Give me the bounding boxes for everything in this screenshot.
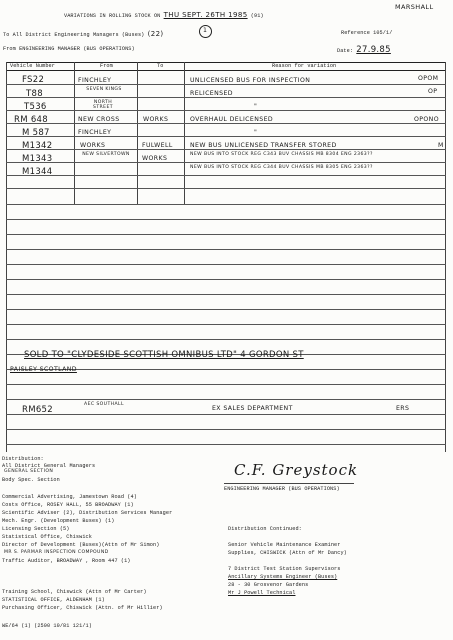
vehicle-number: T536 <box>24 102 47 112</box>
distribution-item: Senior Vehicle Maintenance Examiner <box>228 542 341 548</box>
distribution-continued-title: Distribution Continued: <box>228 526 302 532</box>
reason-cell: NEW BUS INTO STOCK REG C343 BUV CHASSIS MB 8304 ENG 2363?? <box>190 152 373 157</box>
distribution-item: Mr J Powell Technical <box>228 590 296 596</box>
distribution-title: Distribution: <box>2 456 44 462</box>
distribution-item: All District General Managers <box>2 463 96 469</box>
col-to: To <box>157 63 164 69</box>
to-number: (22) <box>147 30 164 38</box>
distribution-item: Licensing Section (5) <box>2 526 70 532</box>
distribution-item: Commercial Advertising, Jamestown Road (4) <box>2 494 137 500</box>
distribution-item: Supplies, CHISWICK (Attn of Mr Dancy) <box>228 550 347 556</box>
form-footer-code: WE/64 (1) (2500 10/81 121/1) <box>2 623 92 629</box>
distribution-item: Statistical Office, Chiswick <box>2 534 92 540</box>
distribution-item: Director of Development (Buses)(Attn of Mr Simon) <box>2 542 160 548</box>
to-cell: WORKS <box>142 155 168 162</box>
sold-line-2: PAISLEY SCOTLAND <box>10 366 77 373</box>
from-cell: SEVEN KINGS <box>86 87 122 92</box>
vehicle-number: M1342 <box>22 141 53 151</box>
side-note: OPOM <box>418 75 439 82</box>
distribution-item: 7 District Test Station Supervisors <box>228 566 341 572</box>
date-field: Date: 27.9.85 <box>337 45 391 55</box>
col-vehicle-number: Vehicle Number <box>10 63 55 69</box>
side-note: OPONO <box>414 116 439 123</box>
to-cell: WORKS <box>143 116 169 123</box>
reason-cell: " <box>254 129 258 136</box>
reference: Reference 105/1/ <box>341 30 393 36</box>
form-title: VARIATIONS IN ROLLING STOCK ON THU SEPT. 26TH 1985 (91) <box>64 11 264 19</box>
side-note: M <box>438 142 444 149</box>
distribution-item: Costs Office, ROSEY HALL, 55 BROADWAY (1) <box>2 502 134 508</box>
distribution-item: 28 - 30 Grosvenor Gardens <box>228 582 309 588</box>
from-cell: FINCHLEY <box>78 77 112 84</box>
to-line: To All District Engineering Managers (Buses) (22) <box>3 30 164 38</box>
distribution-item: Traffic Auditor, BROADWAY , Room 447 (1) <box>2 558 131 564</box>
to-cell: FULWELL <box>142 142 173 149</box>
distribution-item: Body Spec. Section <box>2 477 60 483</box>
distribution-item: Mech. Engr. (Development Buses) (1) <box>2 518 115 524</box>
side-note: ERS <box>396 405 410 412</box>
reason-cell: NEW BUS UNLICENSED TRANSFER STORED <box>190 142 337 149</box>
from-cell: AEC SOUTHALL <box>84 402 124 407</box>
reason-cell: " <box>254 103 258 110</box>
vehicle-number: M 587 <box>22 128 50 138</box>
reason-cell: RELICENSED <box>190 90 233 97</box>
from-cell: NEW SILVERTOWN <box>82 152 130 157</box>
distribution-item: GENERAL SECTION <box>4 469 54 474</box>
distribution-item: Scientific Adviser (2), Distribution Services Manager <box>2 510 173 516</box>
vehicle-number: T88 <box>26 89 43 99</box>
from-cell: FINCHLEY <box>78 129 112 136</box>
col-reason: Reason for variation <box>272 63 337 69</box>
distribution-item: STATISTICAL OFFICE, ALDENHAM (1) <box>2 597 105 603</box>
distribution-item: MR S. PARMAR INSPECTION COMPOUND <box>4 550 109 555</box>
reason-cell: OVERHAUL DELICENSED <box>190 116 274 123</box>
reason-cell: UNLICENSED BUS FOR INSPECTION <box>190 77 311 84</box>
from-cell: NORTH STREET <box>93 100 113 110</box>
reason-cell: NEW BUS INTO STOCK REG C344 BUV CHASSIS MB 8305 ENG 2363?? <box>190 165 373 170</box>
vehicle-number: M1344 <box>22 167 53 177</box>
from-cell: NEW CROSS <box>78 116 120 123</box>
from-line: From ENGINEERING MANAGER (BUS OPERATIONS) <box>3 46 135 52</box>
reason-cell: EX SALES DEPARTMENT <box>212 405 293 412</box>
vehicle-number: RM 648 <box>14 115 48 125</box>
col-from: From <box>100 63 113 69</box>
date-value: 27.9.85 <box>356 45 391 55</box>
sold-line: SOLD TO "CLYDESIDE SCOTTISH OMNIBUS LTD" 4 GORDON ST <box>24 350 304 360</box>
from-cell: WORKS <box>80 142 106 149</box>
vehicle-number: M1343 <box>22 154 53 164</box>
distribution-item: Ancillary Systems Engineer (Buses) <box>228 574 338 580</box>
signatory-role: ENGINEERING MANAGER (BUS OPERATIONS) <box>224 486 340 492</box>
signature: C.F. Greystock <box>234 461 359 479</box>
corner-name: MARSHALL <box>395 3 434 11</box>
vehicle-number: RM652 <box>22 405 53 415</box>
circled-number: 1 <box>199 25 212 38</box>
vehicle-number: FS22 <box>22 75 45 85</box>
side-note: OP <box>428 88 438 95</box>
distribution-item: Purchasing Officer, Chiswick (Attn. of Mr Hillier) <box>2 605 163 611</box>
distribution-item: Training School, Chiswick (Attn of Mr Carter) <box>2 589 147 595</box>
title-date: THU SEPT. 26TH 1985 <box>163 11 248 19</box>
